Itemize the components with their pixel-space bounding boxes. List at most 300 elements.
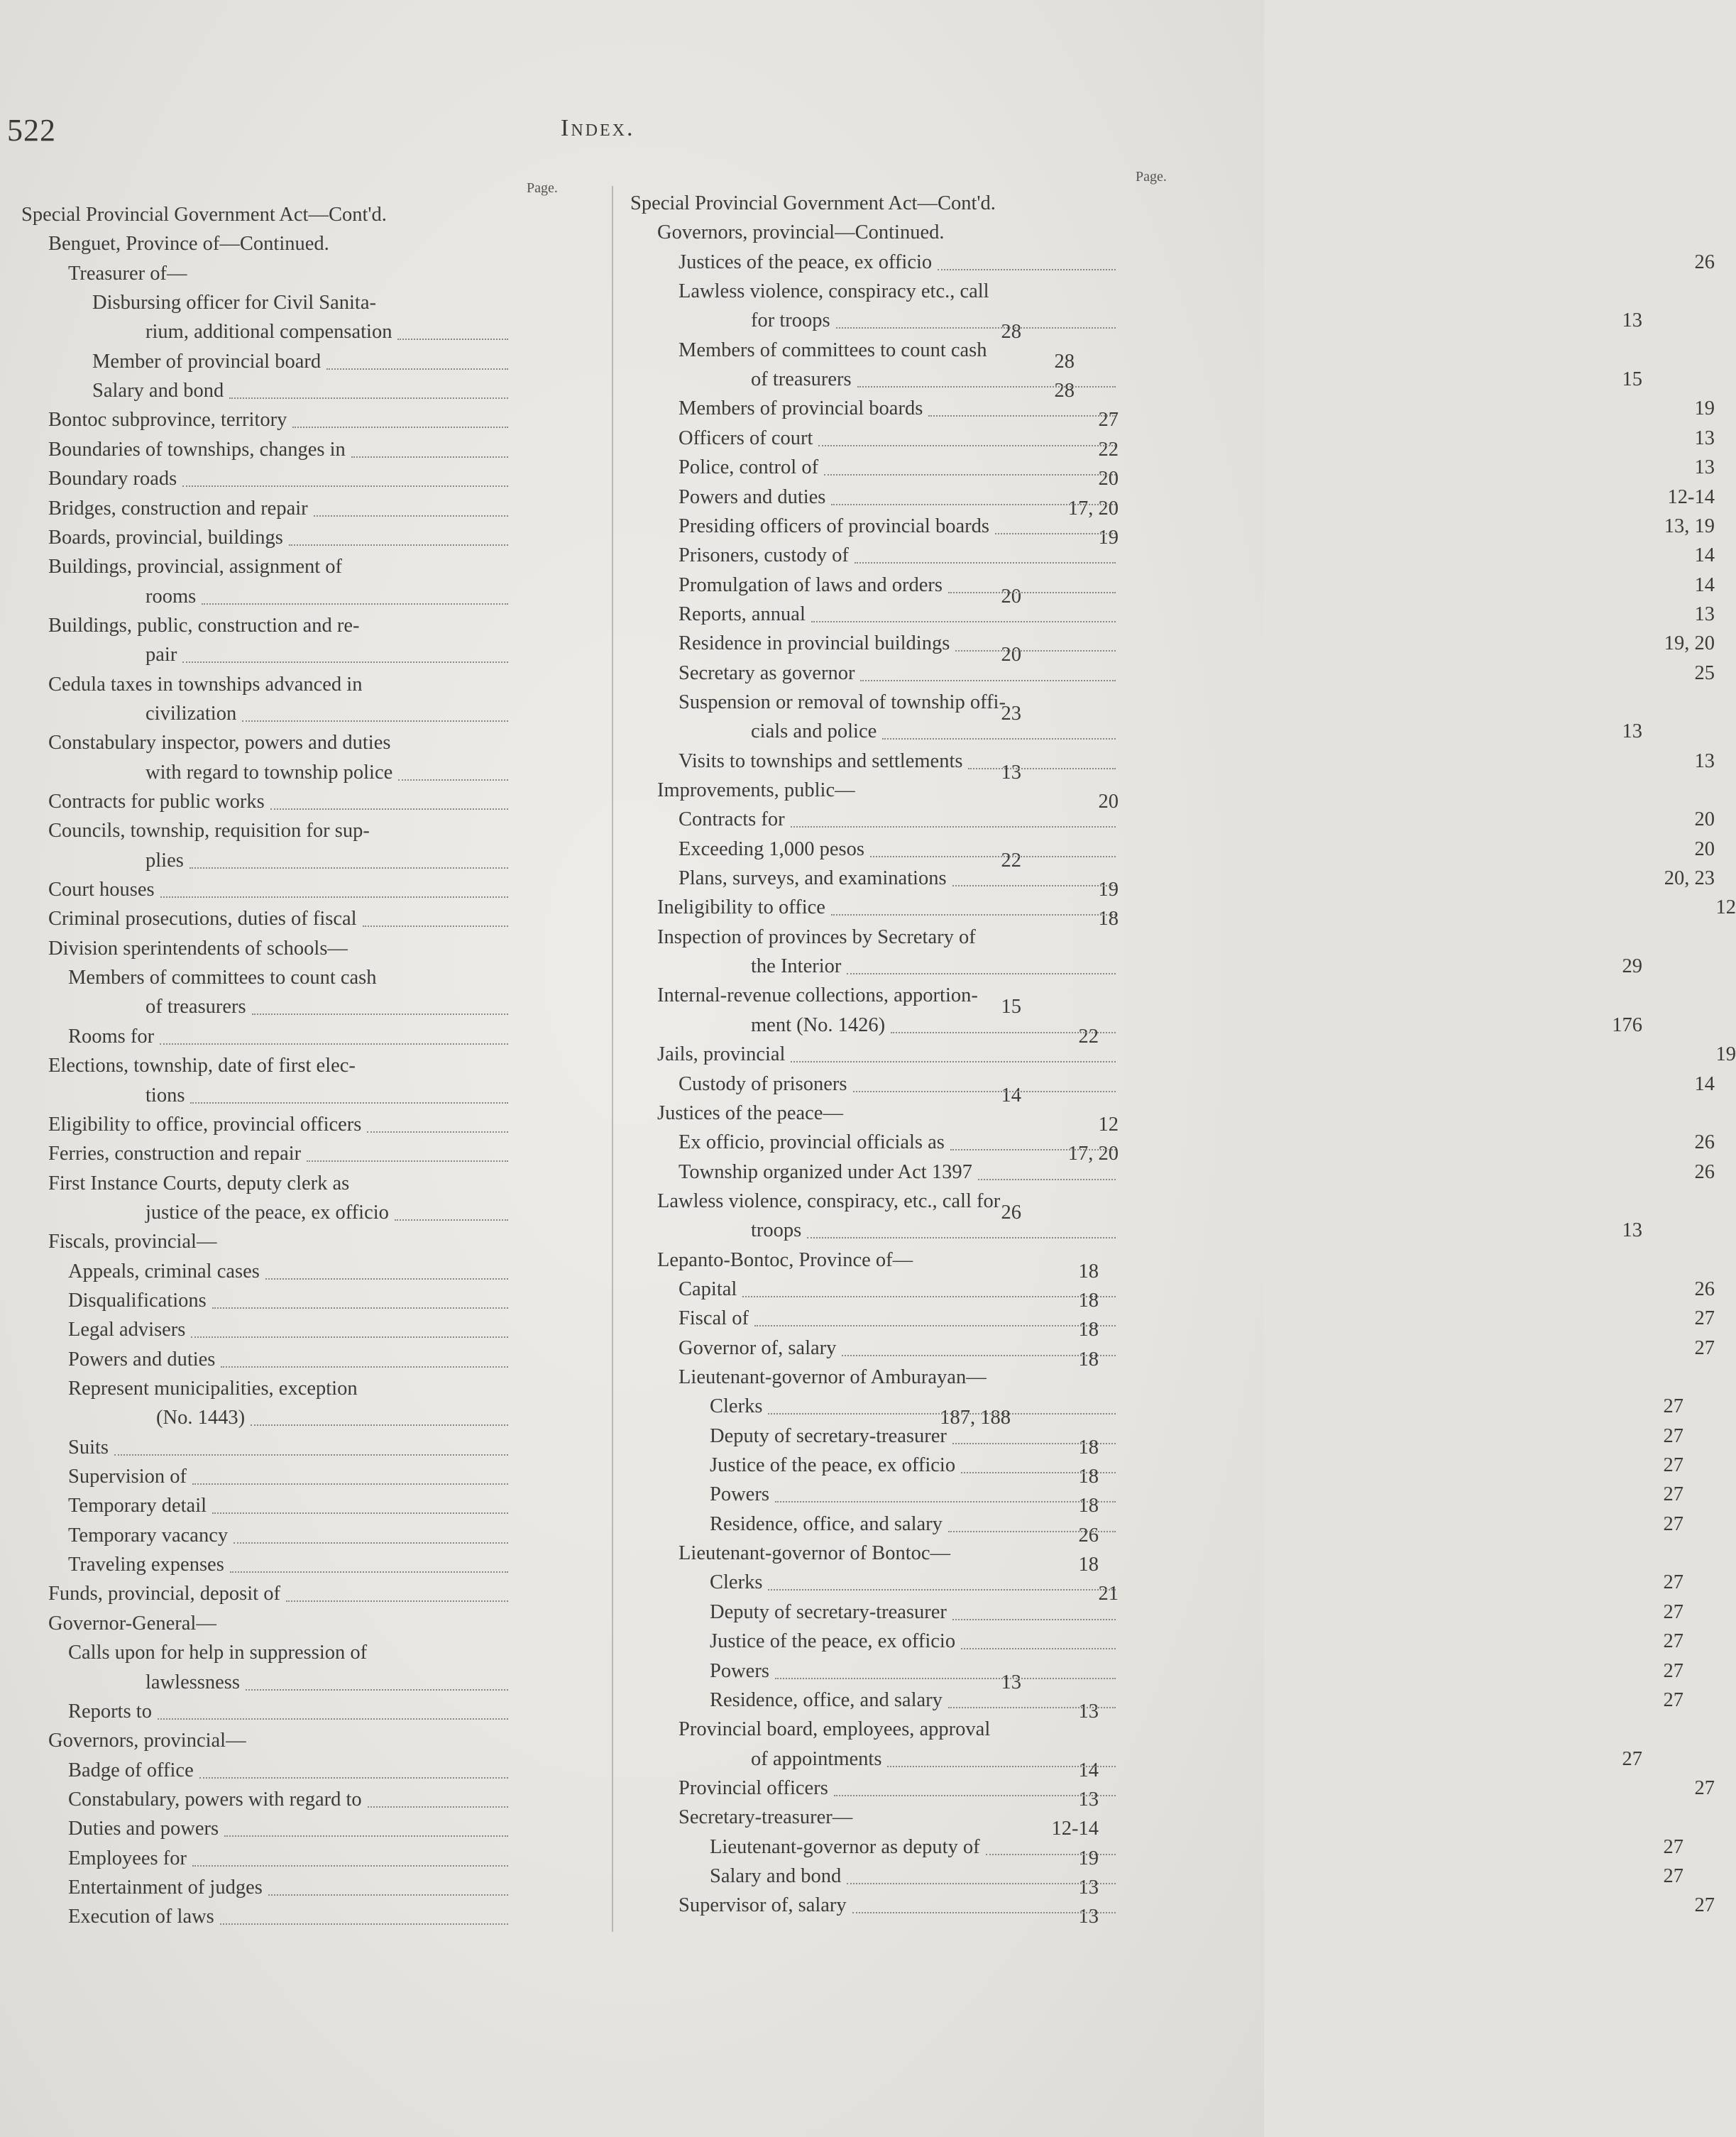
index-entry xyxy=(679,1128,1715,1158)
entry-text: Buildings, provincial, assignment of xyxy=(48,556,343,578)
page-reference: 26 xyxy=(1694,1160,1715,1183)
index-entry xyxy=(679,277,989,307)
page-reference: 18 xyxy=(1078,1348,1099,1370)
page-reference: 19 xyxy=(1098,526,1119,549)
index-entry xyxy=(48,1169,349,1199)
page-reference: 13 xyxy=(1622,309,1642,332)
dot-leader xyxy=(952,1619,1116,1620)
entry-text: Reports to xyxy=(68,1700,152,1723)
entry-text: Residence, office, and salary xyxy=(710,1512,943,1535)
dot-leader xyxy=(754,1325,1116,1326)
dot-leader xyxy=(251,1424,508,1426)
dot-leader xyxy=(224,1835,508,1837)
index-entry xyxy=(657,218,944,248)
entry-text: Ex officio, provincial officials as xyxy=(679,1131,945,1154)
dot-leader xyxy=(852,1912,1116,1913)
index-entry xyxy=(679,483,1715,512)
page-reference: 27 xyxy=(1694,1776,1715,1799)
index-entry xyxy=(48,670,362,700)
index-entry xyxy=(68,1638,367,1668)
index-entry xyxy=(751,952,1642,982)
page-reference: 27 xyxy=(1694,1307,1715,1330)
dot-leader xyxy=(246,1689,508,1691)
index-entry xyxy=(679,1539,950,1569)
entry-text: Suspension or removal of township offi- xyxy=(679,691,1006,713)
entry-text: Badge of office xyxy=(68,1759,194,1781)
entry-text: rooms xyxy=(145,585,197,608)
entry-text: Lawless violence, conspiracy etc., call xyxy=(679,280,989,303)
page-reference: 23 xyxy=(1001,702,1021,725)
page-reference: 20 xyxy=(1694,808,1715,831)
dot-leader xyxy=(230,1571,508,1573)
dot-leader xyxy=(160,1043,508,1045)
page-reference: 18 xyxy=(1078,1495,1099,1517)
page-reference: 27 xyxy=(1663,1483,1683,1506)
entry-text: (No. 1443) xyxy=(156,1407,246,1429)
dot-leader xyxy=(857,386,1116,388)
index-entry xyxy=(679,1304,1715,1334)
entry-text: Police, control of xyxy=(679,456,819,479)
entry-text: Cedula taxes in townships advanced in xyxy=(48,673,363,696)
page-reference: 27 xyxy=(1663,1630,1683,1653)
page-reference: 13 xyxy=(1622,720,1642,743)
entry-text: Deputy of secretary-treasurer xyxy=(710,1600,947,1623)
page-reference: 12-14 xyxy=(1667,485,1715,508)
dot-leader xyxy=(831,504,1116,505)
entry-text: the Interior xyxy=(751,955,842,978)
page-reference: 13 xyxy=(1622,1219,1642,1242)
dot-leader xyxy=(367,1131,508,1133)
page-reference: 27 xyxy=(1098,409,1119,432)
dot-leader xyxy=(986,1854,1116,1855)
dot-leader xyxy=(811,621,1116,622)
page-reference: 20 xyxy=(1098,468,1119,490)
page-reference: 13 xyxy=(1694,456,1715,479)
page-reference: 28 xyxy=(1001,321,1021,344)
page-reference: 20 xyxy=(1098,791,1119,813)
entry-text: Disqualifications xyxy=(68,1289,207,1312)
page-reference: 13 xyxy=(1694,427,1715,449)
page-reference: 19, 20 xyxy=(1664,632,1715,655)
dot-leader xyxy=(221,1366,508,1368)
entry-text: Exceeding 1,000 pesos xyxy=(679,837,864,860)
index-entry xyxy=(68,1374,358,1404)
index-entry xyxy=(679,541,1715,571)
dot-leader xyxy=(307,1160,508,1162)
page-reference: 19 xyxy=(1098,879,1119,901)
entry-text: Boundaries of townships, changes in xyxy=(48,438,346,461)
entry-text: Governors, provincial— xyxy=(48,1730,246,1752)
entry-text: Ineligibility to office xyxy=(657,896,825,919)
entry-text: Lieutenant-governor of Bontoc— xyxy=(679,1542,951,1565)
page-reference: 13 xyxy=(1078,1700,1099,1723)
page-reference: 27 xyxy=(1663,1512,1683,1535)
dot-leader xyxy=(955,650,1116,652)
entry-text: tions xyxy=(145,1084,185,1106)
entry-text: Benguet, Province of—Continued. xyxy=(48,233,329,256)
dot-leader xyxy=(948,1707,1116,1708)
dot-leader xyxy=(314,515,508,517)
entry-text: Prisoners, custody of xyxy=(679,544,849,567)
page-reference: 15 xyxy=(1001,996,1021,1018)
entry-text: Powers and duties xyxy=(68,1348,216,1370)
index-entry xyxy=(68,963,377,993)
page-reference: 13 xyxy=(1001,761,1021,784)
index-entry xyxy=(48,1609,216,1639)
entry-text: Members of committees to count cash xyxy=(679,339,987,361)
page-reference: 27 xyxy=(1694,1336,1715,1359)
dot-leader xyxy=(158,1718,508,1720)
index-entry xyxy=(710,1598,1683,1627)
entry-text: Justice of the peace, ex officio xyxy=(710,1454,956,1477)
dot-leader xyxy=(961,1472,1116,1473)
index-entry xyxy=(751,306,1642,336)
dot-leader xyxy=(351,456,508,458)
index-entry xyxy=(679,864,1715,894)
dot-leader xyxy=(395,1219,508,1221)
column-divider xyxy=(612,186,613,1932)
page-reference: 19 xyxy=(1694,397,1715,420)
dot-leader xyxy=(191,1336,508,1338)
entry-text: Boards, provincial, buildings xyxy=(48,526,283,549)
entry-text: Fiscals, provincial— xyxy=(48,1231,217,1253)
dot-leader xyxy=(270,808,508,810)
entry-text: Provincial officers xyxy=(679,1776,828,1799)
index-entry xyxy=(751,717,1642,747)
entry-text: troops xyxy=(751,1219,802,1242)
dot-leader xyxy=(742,1296,1116,1297)
index-entry xyxy=(48,1726,246,1756)
entry-text: Internal-revenue collections, apportion- xyxy=(657,984,978,1007)
page-reference: 27 xyxy=(1663,1600,1683,1623)
dot-leader xyxy=(948,1531,1116,1532)
dot-leader xyxy=(202,603,508,605)
dot-leader xyxy=(870,856,1116,857)
entry-text: Jails, provincial xyxy=(657,1043,786,1066)
index-entry xyxy=(679,1334,1715,1363)
dot-leader xyxy=(950,1149,1116,1150)
index-heading xyxy=(630,189,996,219)
dot-leader xyxy=(252,1013,508,1015)
dot-leader xyxy=(292,427,508,428)
entry-text: Elections, township, date of first elec- xyxy=(48,1055,356,1077)
index-entry xyxy=(657,981,978,1011)
running-head-title: Index. xyxy=(561,115,635,141)
entry-text: lawlessness xyxy=(145,1671,240,1693)
page-reference: 27 xyxy=(1663,1395,1683,1418)
page-reference: 15 xyxy=(1622,368,1642,391)
index-entry xyxy=(679,571,1715,600)
page-reference: 13 xyxy=(1694,603,1715,625)
page-reference: 26 xyxy=(1078,1524,1099,1547)
page-reference: 26 xyxy=(1694,1131,1715,1154)
page-reference: 13 xyxy=(1694,749,1715,772)
entry-text: of treasurers xyxy=(751,368,852,391)
dot-leader xyxy=(887,1766,1116,1767)
dot-leader xyxy=(948,592,1116,593)
dot-leader xyxy=(192,1483,508,1485)
entry-text: Inspection of provinces by Secretary of xyxy=(657,925,976,948)
index-entry xyxy=(710,1568,1683,1598)
dot-leader xyxy=(807,1237,1116,1238)
index-entry xyxy=(751,365,1642,395)
entry-text: Justices of the peace, ex officio xyxy=(679,251,933,273)
dot-leader xyxy=(265,1278,508,1280)
dot-leader xyxy=(289,544,508,546)
dot-leader xyxy=(853,1091,1116,1092)
entry-text: Constabulary, powers with regard to xyxy=(68,1788,362,1811)
dot-leader xyxy=(363,925,508,927)
index-entry xyxy=(48,552,342,582)
index-entry xyxy=(679,1070,1715,1099)
dot-leader xyxy=(791,1061,1116,1062)
entry-text: Employees for xyxy=(68,1847,187,1869)
entry-text: Promulgation of laws and orders xyxy=(679,573,943,596)
entry-text: Members of provincial boards xyxy=(679,397,923,420)
index-entry xyxy=(679,835,1715,864)
entry-text: Members of committees to count cash xyxy=(68,967,377,989)
dot-leader xyxy=(855,562,1116,564)
index-entry xyxy=(710,1686,1683,1715)
entry-text: Temporary vacancy xyxy=(68,1524,229,1547)
page-reference: 27 xyxy=(1663,1659,1683,1682)
entry-text: plies xyxy=(145,849,184,872)
entry-text: Division sperintendents of schools— xyxy=(48,937,348,960)
index-entry xyxy=(657,923,976,952)
dot-leader xyxy=(268,1894,508,1896)
dot-leader xyxy=(824,474,1116,476)
dot-leader xyxy=(114,1454,508,1456)
index-entry xyxy=(657,1246,913,1275)
page-reference: 27 xyxy=(1663,1864,1683,1887)
page-reference: 14 xyxy=(1001,1084,1021,1106)
page-reference: 20, 23 xyxy=(1664,867,1715,890)
dot-leader xyxy=(834,1795,1116,1796)
entry-text: Governor of, salary xyxy=(679,1336,837,1359)
page-reference: 25 xyxy=(1694,661,1715,684)
entry-text: Secretary-treasurer— xyxy=(679,1806,853,1829)
page-reference: 27 xyxy=(1694,1894,1715,1917)
entry-text: Improvements, public— xyxy=(657,779,855,801)
dot-leader xyxy=(220,1923,508,1925)
entry-text: Residence, office, and salary xyxy=(710,1688,943,1711)
dot-leader xyxy=(995,533,1116,534)
page-reference: 12 xyxy=(1098,1113,1119,1136)
entry-text: Appeals, criminal cases xyxy=(68,1260,260,1282)
index-entry xyxy=(679,1158,1715,1187)
dot-leader xyxy=(847,1883,1116,1884)
index-entry xyxy=(48,728,390,758)
index-entry xyxy=(679,248,1715,278)
entry-text: Special Provincial Government Act—Cont'd. xyxy=(21,204,387,226)
entry-text: Buildings, public, construction and re- xyxy=(48,614,360,637)
dot-leader xyxy=(212,1512,508,1514)
entry-text: Suits xyxy=(68,1436,109,1458)
dot-leader xyxy=(952,885,1116,886)
entry-text: for troops xyxy=(751,309,830,332)
entry-text: Salary and bond xyxy=(710,1864,842,1887)
page-number: 522 xyxy=(7,113,56,148)
dot-leader xyxy=(182,485,508,487)
page-reference: 13 xyxy=(1001,1671,1021,1693)
index-entry xyxy=(710,1422,1683,1451)
index-entry xyxy=(679,1275,1715,1304)
entry-text: Criminal prosecutions, duties of fiscal xyxy=(48,908,357,930)
entry-text: Capital xyxy=(679,1278,737,1300)
page-reference: 187, 188 xyxy=(940,1407,1011,1429)
entry-text: Funds, provincial, deposit of xyxy=(48,1583,280,1605)
index-entry xyxy=(679,1715,990,1745)
page-reference: 176 xyxy=(1612,1013,1642,1036)
index-entry xyxy=(657,1040,1736,1070)
page-reference: 26 xyxy=(1001,1201,1021,1224)
page-reference: 13 xyxy=(1078,1876,1099,1899)
entry-text: Duties and powers xyxy=(68,1818,219,1840)
dot-leader xyxy=(978,1179,1116,1180)
dot-leader xyxy=(192,1865,508,1867)
page-reference: 18 xyxy=(1078,1554,1099,1576)
index-entry xyxy=(679,394,1715,424)
index-entry xyxy=(679,1774,1715,1803)
entry-text: rium, additional compensation xyxy=(145,321,392,344)
entry-text: Officers of court xyxy=(679,427,813,449)
page-reference: 28 xyxy=(1054,350,1075,373)
entry-text: Township organized under Act 1397 xyxy=(679,1160,972,1183)
page-reference: 18 xyxy=(1078,1289,1099,1312)
index-entry xyxy=(679,1803,852,1833)
dot-leader xyxy=(842,1355,1116,1356)
page-reference: 21 xyxy=(1098,1583,1119,1605)
entry-text: Rooms for xyxy=(68,1025,155,1048)
entry-text: Deputy of secretary-treasurer xyxy=(710,1424,947,1447)
index-entry xyxy=(48,611,360,641)
entry-text: Legal advisers xyxy=(68,1319,186,1341)
page-reference: 22 xyxy=(1098,438,1119,461)
page-reference: 18 xyxy=(1078,1260,1099,1282)
dot-leader xyxy=(199,1777,508,1779)
dot-leader xyxy=(234,1542,508,1544)
index-entry xyxy=(657,1187,1000,1216)
page-reference: 28 xyxy=(1054,380,1075,402)
page-reference: 14 xyxy=(1694,573,1715,596)
dot-leader xyxy=(952,1443,1116,1444)
entry-text: Custody of prisoners xyxy=(679,1072,847,1095)
dot-leader xyxy=(229,397,508,399)
entry-text: Lepanto-Bontoc, Province of— xyxy=(657,1248,913,1271)
index-entry xyxy=(710,1862,1683,1891)
page-reference: 19 xyxy=(1078,1847,1099,1869)
index-entry xyxy=(48,1051,356,1081)
index-entry xyxy=(679,424,1715,454)
entry-text: with regard to township police xyxy=(145,761,393,784)
entry-text: justice of the peace, ex officio xyxy=(145,1201,389,1224)
dot-leader xyxy=(775,1678,1116,1679)
entry-text: Special Provincial Government Act—Cont'd. xyxy=(630,192,996,214)
page-reference: 18 xyxy=(1078,1436,1099,1458)
index-heading xyxy=(21,200,387,230)
index-entry xyxy=(710,1657,1683,1686)
dot-leader xyxy=(836,327,1116,329)
index-entry xyxy=(657,893,1736,923)
page-reference: 12-14 xyxy=(1051,1818,1099,1840)
index-entry xyxy=(68,259,187,289)
entry-text: Member of provincial board xyxy=(92,350,322,373)
dot-leader xyxy=(775,1501,1116,1503)
index-entry xyxy=(679,512,1715,542)
entry-text: Councils, township, requisition for sup- xyxy=(48,820,370,842)
page-reference: 13 xyxy=(1078,1788,1099,1811)
index-entry xyxy=(679,688,1006,718)
page-reference: 29 xyxy=(1622,955,1642,978)
index-entry xyxy=(710,1480,1683,1510)
index-entry xyxy=(751,1011,1642,1040)
dot-leader xyxy=(928,415,1116,417)
page-reference: 26 xyxy=(1694,251,1715,273)
entry-text: of appointments xyxy=(751,1747,882,1770)
page-reference: 12 xyxy=(1715,896,1736,919)
entry-text: Powers xyxy=(710,1483,769,1506)
entry-text: pair xyxy=(145,644,177,666)
index-entry xyxy=(48,934,348,964)
dot-leader xyxy=(847,973,1116,974)
entry-text: Contracts for xyxy=(679,808,785,831)
page-reference: 27 xyxy=(1663,1688,1683,1711)
entry-text: Execution of laws xyxy=(68,1906,214,1928)
entry-text: ment (No. 1426) xyxy=(751,1013,886,1036)
entry-text: Eligibility to office, provincial officers xyxy=(48,1113,362,1136)
entry-text: Lieutenant-governor of Amburayan— xyxy=(679,1366,987,1388)
index-entry xyxy=(751,1745,1642,1774)
entry-text: Constabulary inspector, powers and duties xyxy=(48,732,391,754)
dot-leader xyxy=(326,368,508,370)
entry-text: Court houses xyxy=(48,879,155,901)
entry-text: Treasurer of— xyxy=(68,262,187,285)
dot-leader xyxy=(768,1413,1116,1414)
entry-text: Disbursing officer for Civil Sanita- xyxy=(92,292,376,314)
entry-text: Salary and bond xyxy=(92,380,224,402)
entry-text: Presiding officers of provincial boards xyxy=(679,515,989,537)
dot-leader xyxy=(818,445,1116,446)
page-column-label-right: Page. xyxy=(1136,169,1167,185)
entry-text: Governors, provincial—Continued. xyxy=(657,221,945,244)
page-reference: 20 xyxy=(1694,837,1715,860)
index-entry xyxy=(679,453,1715,483)
entry-text: Calls upon for help in suppression of xyxy=(68,1642,368,1664)
entry-text: civilization xyxy=(145,702,237,725)
entry-text: Supervision of xyxy=(68,1466,187,1488)
page-reference: 22 xyxy=(1078,1025,1099,1048)
entry-text: Secretary as governor xyxy=(679,661,855,684)
entry-text: Justices of the peace— xyxy=(657,1102,843,1124)
entry-text: Fiscal of xyxy=(679,1307,749,1330)
entry-text: Bontoc subprovince, territory xyxy=(48,409,287,432)
entry-text: Lawless violence, conspiracy, etc., call for xyxy=(657,1190,1001,1212)
entry-text: Residence in provincial buildings xyxy=(679,632,950,655)
dot-leader xyxy=(398,779,508,781)
page-reference: 18 xyxy=(1078,1466,1099,1488)
index-entry xyxy=(751,1216,1642,1246)
page-reference: 20 xyxy=(1001,644,1021,666)
entry-text: Clerks xyxy=(710,1571,763,1594)
dot-leader xyxy=(368,1806,508,1808)
entry-text: of treasurers xyxy=(145,996,246,1018)
page-reference: 14 xyxy=(1694,1072,1715,1095)
entry-text: Justice of the peace, ex officio xyxy=(710,1630,956,1653)
page-reference: 27 xyxy=(1663,1571,1683,1594)
index-entry xyxy=(710,1392,1683,1422)
entry-text: cials and police xyxy=(751,720,877,743)
entry-text: Traveling expenses xyxy=(68,1554,224,1576)
